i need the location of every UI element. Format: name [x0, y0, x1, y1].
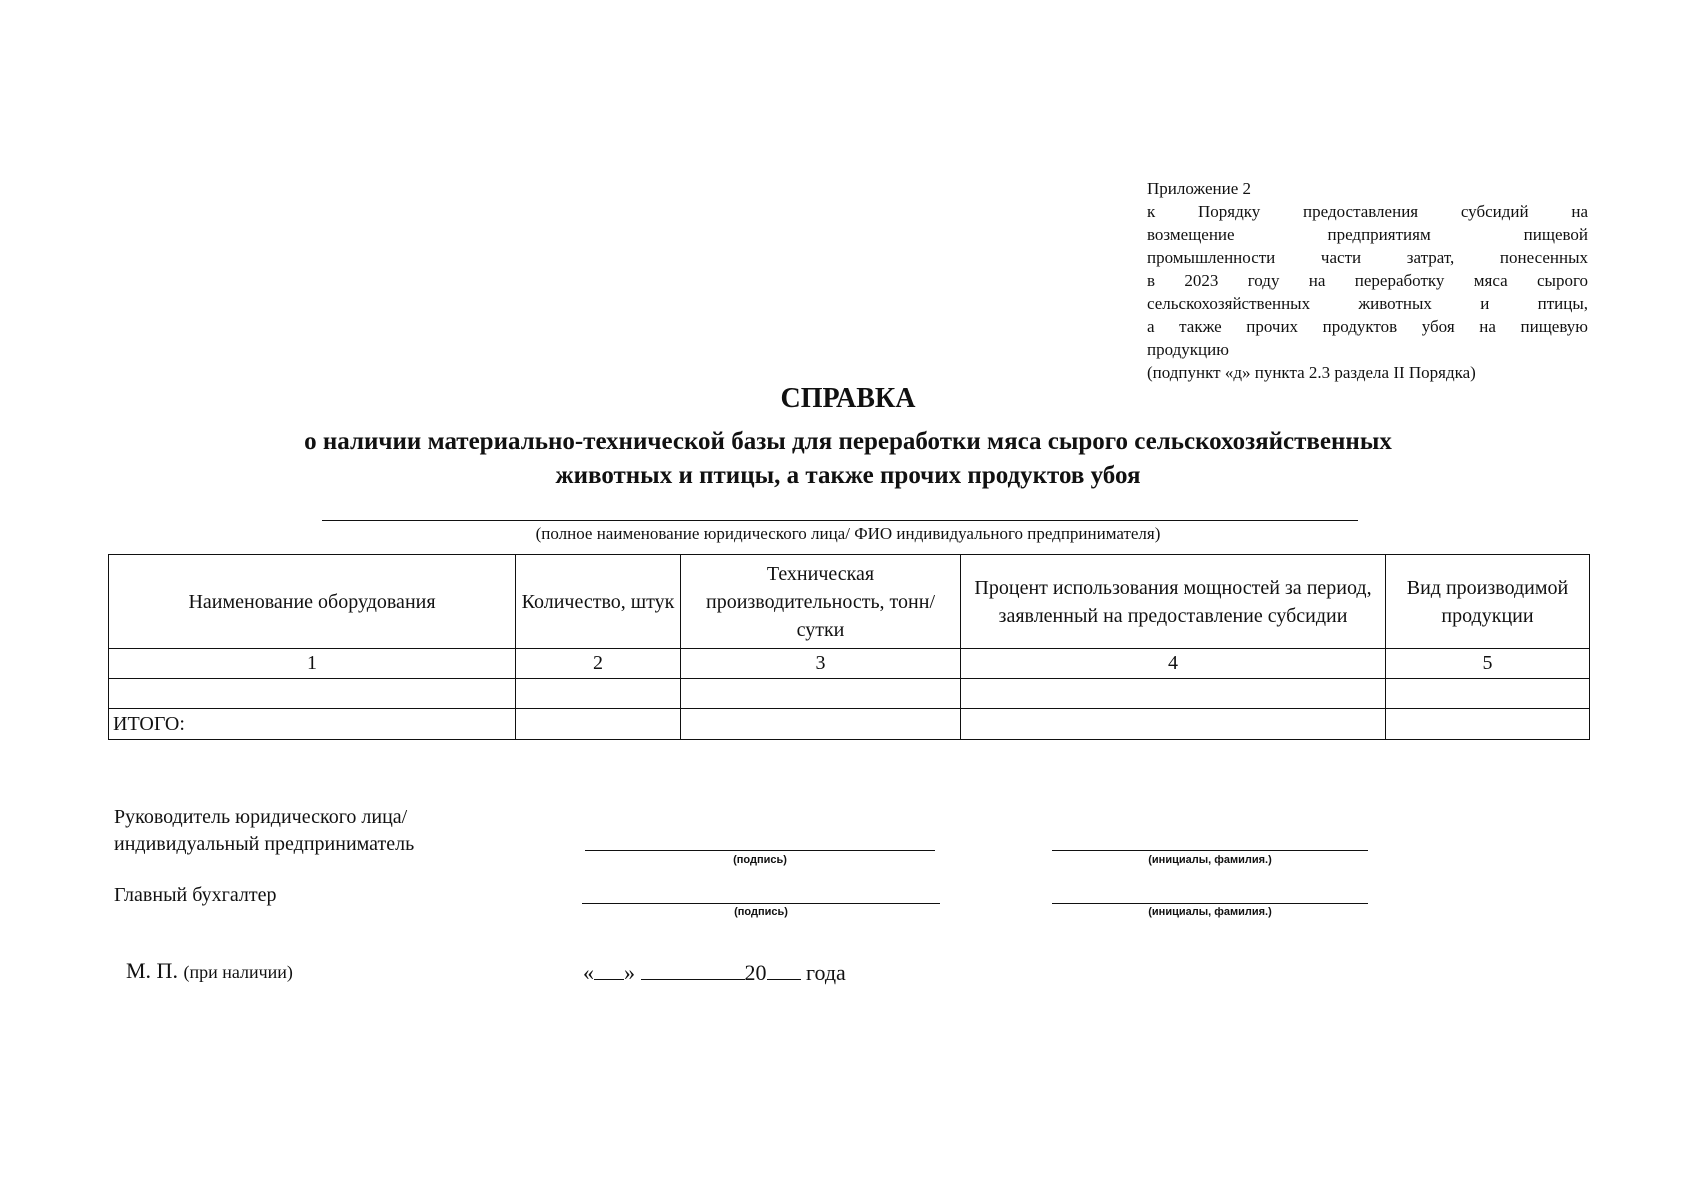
document-title: СПРАВКА: [780, 383, 916, 414]
head-signature-caption: (подпись): [733, 854, 787, 866]
appendix-block: [1147, 177, 1588, 384]
header-product-type: Вид производимой продукции: [1386, 555, 1590, 649]
date-year-blank[interactable]: [767, 957, 801, 980]
table-cell[interactable]: [681, 679, 961, 709]
equipment-table: [108, 554, 1590, 740]
accountant-signature-line[interactable]: [582, 903, 940, 904]
document-subtitle: [200, 425, 1496, 493]
appendix-line: а также прочих продуктов убоя на пищевую: [1147, 317, 1588, 336]
date-close-quote: »: [624, 960, 635, 985]
header-quantity: Количество, штук: [516, 555, 681, 649]
table-cell[interactable]: [109, 679, 516, 709]
header-capacity: Техническая производительность, тонн/сутки: [681, 555, 961, 649]
table-row: [109, 679, 1590, 709]
accountant-initials-caption: (инициалы, фамилия.): [1148, 906, 1272, 918]
stamp-note: (при наличии): [183, 962, 293, 982]
date-century: 20: [744, 960, 767, 985]
head-label-line-1: Руководитель юридического лица/: [114, 806, 408, 828]
table-cell[interactable]: [961, 709, 1386, 740]
table-cell[interactable]: [516, 679, 681, 709]
appendix-reference: (подпункт «д» пункта 2.3 раздела II Порядка): [1147, 363, 1476, 382]
stamp-abbrev: М. П.: [126, 958, 178, 983]
column-number: 1: [109, 649, 516, 679]
appendix-line: сельскохозяйственных животных и птицы,: [1147, 294, 1588, 313]
total-label: ИТОГО:: [109, 709, 516, 740]
table-total-row: [109, 709, 1590, 740]
head-initials-line[interactable]: [1052, 850, 1368, 851]
table-cell[interactable]: [961, 679, 1386, 709]
subtitle-line-2: животных и птицы, а также прочих продуктов убоя: [555, 462, 1141, 489]
head-signatory-label: [114, 804, 414, 858]
appendix-line: возмещение предприятиям пищевой: [1147, 225, 1588, 244]
date-day-blank[interactable]: [594, 957, 624, 980]
accountant-initials-line[interactable]: [1052, 903, 1368, 904]
head-signature-line[interactable]: [585, 850, 935, 851]
column-number: 3: [681, 649, 961, 679]
table-number-row: [109, 649, 1590, 679]
accountant-signature-caption: (подпись): [734, 906, 788, 918]
header-usage-percent: Процент использования мощностей за период, заявленный на предоставление субсидии: [961, 555, 1386, 649]
subtitle-line-1: о наличии материально-технической базы для переработки мяса сырого сельскохозяйственных: [304, 428, 1392, 455]
appendix-line: в 2023 году на переработку мяса сырого: [1147, 271, 1588, 290]
header-equipment-name: Наименование оборудования: [109, 555, 516, 649]
column-number: 2: [516, 649, 681, 679]
date-open-quote: «: [583, 960, 594, 985]
appendix-line: промышленности части затрат, понесенных: [1147, 248, 1588, 267]
table-cell[interactable]: [681, 709, 961, 740]
appendix-title: Приложение 2: [1147, 179, 1251, 198]
accountant-label: Главный бухгалтер: [114, 884, 277, 906]
date-field: [583, 957, 846, 986]
appendix-line: к Порядку предоставления субсидий на: [1147, 202, 1588, 221]
table-header-row: [109, 555, 1590, 649]
organization-name-line[interactable]: [322, 520, 1358, 521]
appendix-line: продукцию: [1147, 340, 1229, 359]
head-label-line-2: индивидуальный предприниматель: [114, 833, 415, 855]
date-word: года: [806, 960, 846, 985]
table-cell[interactable]: [516, 709, 681, 740]
column-number: 5: [1386, 649, 1590, 679]
table-cell[interactable]: [1386, 709, 1590, 740]
head-initials-caption: (инициалы, фамилия.): [1148, 854, 1272, 866]
stamp-label: [126, 958, 293, 984]
organization-name-caption: (полное наименование юридического лица/ ФИО индивидуального предпринимателя): [535, 524, 1161, 543]
table-cell[interactable]: [1386, 679, 1590, 709]
column-number: 4: [961, 649, 1386, 679]
date-month-blank[interactable]: [641, 957, 745, 980]
